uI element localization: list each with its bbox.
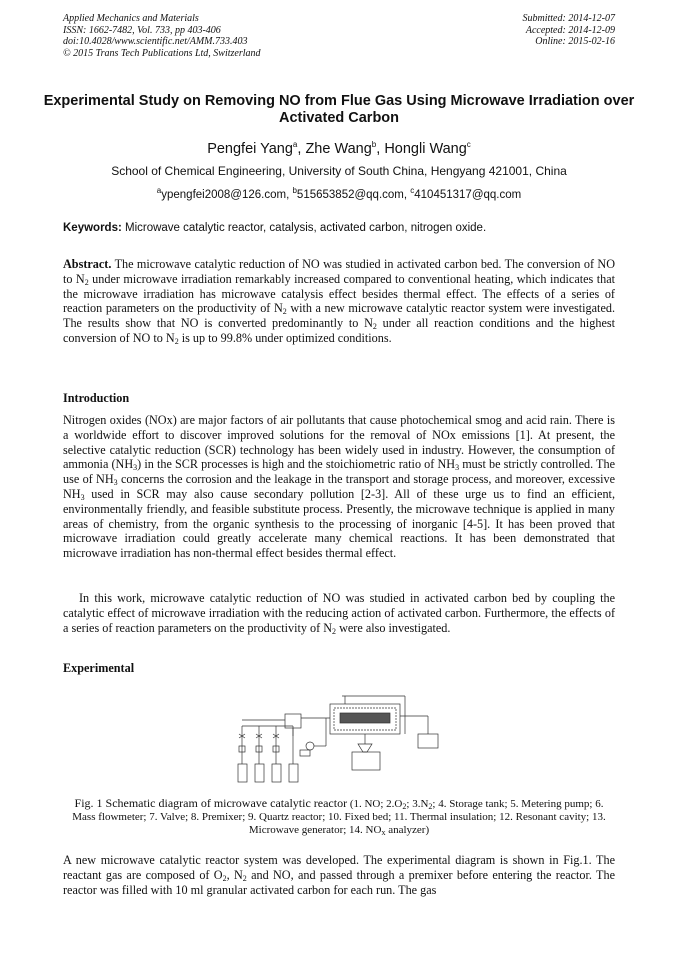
- author-list: Pengfei Yang$^a$, Zhe Wang$^b$, Hongli Wang$^c$: [207, 140, 471, 157]
- email-link[interactable]: 410451317@qq.com: [414, 188, 522, 201]
- online-date: Online: 2015-02-16: [535, 36, 615, 47]
- affiliation: School of Chemical Engineering, University of South China, Hengyang 421001, China: [111, 164, 567, 178]
- introduction-heading: Introduction: [63, 391, 130, 405]
- introduction-paragraph-2: In this work, microwave catalytic reduction of NO was studied in activated carbon bed by coupling the catalytic effect of microwave irradiation with the reducing action of activated carbon. Furthermore, the effects of a series of reaction parameters on the productivity of $N_2$ were also investigated.: [63, 591, 615, 636]
- reactor-schematic-figure: [230, 686, 445, 786]
- copyright-line: © 2015 Trans Tech Publications Ltd, Switzerland: [63, 47, 261, 59]
- keywords: [63, 222, 618, 234]
- doi-link[interactable]: doi:10.4028/www.scientific.net/AMM.733.403: [63, 36, 248, 47]
- keywords-text: Microwave catalytic reactor, catalysis, activated carbon, nitrogen oxide.: [125, 222, 487, 234]
- introduction-paragraph-1: Nitrogen oxides (NOx) are major factors of air pollutants that cause photochemical smog and acid rain. There is a worldwide effort to discover improved solutions for the removal of NOx emissions [1]. At present, the selective catalytic reduction (SCR) technology has been widely used in industry. However, the consumption of ammonia $(NH_3)$ in the SCR processes is high and the stoichiometric ratio of $NH_3$ must be strictly controlled. The use of $NH_3$ concerns the corrosion and the leakage in the transport and storage process, and moreover, excessive $NH_3$ used in SCR may also cause secondary pollution [2-3]. All of these urge us to find an efficient, environmentally friendly, and feasible substitute process. Presently, the microwave technique is applied in many areas of chemistry, from the organic synthesis to the processing of inorganic [4-5]. It has been proved that microwave irradiation could greatly accelerate many chemical reactions. It has been demonstrated that microwave irradiation has non-thermal effect besides thermal effect.: [63, 413, 615, 561]
- email-sup: a: [156, 186, 162, 195]
- figure-caption: Fig. 1 Schematic diagram of microwave catalytic reactor (1. NO; $2.O_2$; $3.N_2$; 4. Storage tank; 5. Metering pump; 6. Mass flowmeter; 7. Valve; 8. Premixer; 9. Quartz reactor; 10. Fixed bed; 11. Thermal insulation; 12. Resonant cavity; 13. Microwave generator; 14. $NO_x$ analyzer): [72, 796, 606, 837]
- keywords-label: Keywords:: [63, 222, 122, 234]
- abstract: Abstract. The microwave catalytic reduction of NO was studied in activated carbon bed. The conversion of NO to $N_2$ under microwave irradiation remarkably increased compared to conventional heating, which indicates that the microwave irradiation has microwave catalysis effect besides thermal effect. The effects of a series of reaction parameters on the productivity of $N_2$ with a new microwave catalytic reactor system were investigated. The results show that NO is converted predominantly to $N_2$ under all reaction conditions and the highest conversion of NO to $N_2$ is up to 99.8% under optimized conditions.: [63, 257, 616, 346]
- email-sup: c: [410, 186, 415, 195]
- email-link[interactable]: ypengfei2008@126.com: [161, 188, 287, 201]
- author-sup: b: [371, 140, 377, 149]
- author-sup: c: [466, 140, 471, 149]
- submitted-date: Submitted: 2014-12-07: [522, 13, 615, 24]
- author-name: Hongli Wang: [384, 140, 467, 157]
- abstract-label: Abstract.: [63, 257, 112, 271]
- dates-header: [523, 13, 616, 48]
- email-link[interactable]: 515653852@qq.com: [296, 188, 404, 201]
- issn-line: ISSN: 1662-7482, Vol. 733, pp 403-406: [63, 24, 221, 36]
- experimental-heading: Experimental: [63, 661, 135, 675]
- journal-name: Applied Mechanics and Materials: [63, 13, 199, 24]
- journal-header: [63, 13, 261, 59]
- author-name: Pengfei Yang: [207, 140, 293, 157]
- figure-caption-title: Fig. 1 Schematic diagram of microwave catalytic reactor: [74, 796, 348, 810]
- author-sup: a: [292, 140, 298, 149]
- author-name: Zhe Wang: [305, 140, 372, 157]
- email-sup: b: [292, 186, 297, 195]
- experimental-paragraph-1: A new microwave catalytic reactor system was developed. The experimental diagram is shown in Fig.1. The reactant gas are composed of $O_2$, $N_2$ and NO, and passed through a premixer before entering the reactor. The reactor was filled with 10 ml granular activated carbon for each run. The gas: [63, 853, 615, 897]
- paper-title: Experimental Study on Removing NO from Flue Gas Using Microwave Irradiation over Activated Carbon: [43, 93, 635, 126]
- accepted-date: Accepted: 2014-12-09: [525, 24, 615, 36]
- email-list: $^a$ypengfei2008@126.com, $^b$515653852@qq.com, $^c$410451317@qq.com: [156, 186, 522, 201]
